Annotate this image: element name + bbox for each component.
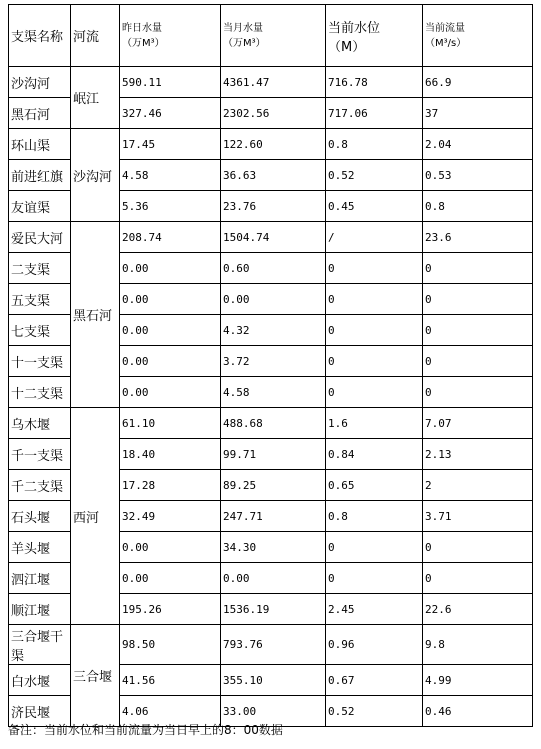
yesterday-volume: 0.00	[120, 563, 221, 594]
branch-name: 爱民大河	[9, 222, 71, 253]
current-level: 0	[326, 284, 423, 315]
current-level: 0.52	[326, 160, 423, 191]
month-volume: 355.10	[221, 665, 326, 696]
yesterday-volume: 18.40	[120, 439, 221, 470]
month-volume: 0.00	[221, 284, 326, 315]
yesterday-volume: 98.50	[120, 625, 221, 665]
header-month-volume	[221, 5, 326, 67]
current-level: 717.06	[326, 98, 423, 129]
yesterday-volume: 0.00	[120, 315, 221, 346]
month-volume: 0.00	[221, 563, 326, 594]
branch-name: 羊头堰	[9, 532, 71, 563]
month-volume: 793.76	[221, 625, 326, 665]
branch-name: 千一支渠	[9, 439, 71, 470]
header-level-label: 当前水位	[328, 20, 381, 36]
river-group-xihe: 西河	[71, 408, 120, 625]
branch-name: 友谊渠	[9, 191, 71, 222]
month-volume: 4.32	[221, 315, 326, 346]
river-group-sanheyan: 三合堰	[71, 625, 120, 727]
header-month-label: 当月水量	[223, 22, 263, 34]
table-row	[9, 222, 533, 253]
month-volume: 1504.74	[221, 222, 326, 253]
branch-name: 十一支渠	[9, 346, 71, 377]
yesterday-volume: 17.28	[120, 470, 221, 501]
current-flow: 9.8	[423, 625, 533, 665]
current-flow: 2	[423, 470, 533, 501]
current-flow: 23.6	[423, 222, 533, 253]
header-branch-name: 支渠名称	[9, 5, 71, 67]
month-volume: 89.25	[221, 470, 326, 501]
yesterday-volume: 0.00	[120, 532, 221, 563]
header-yesterday-volume	[120, 5, 221, 67]
yesterday-volume: 0.00	[120, 253, 221, 284]
header-yesterday-unit: （万M³）	[122, 37, 165, 49]
yesterday-volume: 32.49	[120, 501, 221, 532]
yesterday-volume: 0.00	[120, 377, 221, 408]
yesterday-volume: 327.46	[120, 98, 221, 129]
current-level: 0.52	[326, 696, 423, 727]
yesterday-volume: 590.11	[120, 67, 221, 98]
month-volume: 36.63	[221, 160, 326, 191]
table-header-row	[9, 5, 533, 67]
current-flow: 2.04	[423, 129, 533, 160]
current-flow: 0	[423, 284, 533, 315]
river-group-heishihe: 黑石河	[71, 222, 120, 408]
month-volume: 33.00	[221, 696, 326, 727]
header-flow-label: 当前流量	[425, 22, 465, 34]
river-group-shagouhe: 沙沟河	[71, 129, 120, 222]
current-level: 0	[326, 532, 423, 563]
current-flow: 37	[423, 98, 533, 129]
footnote: 备注：当前水位和当前流量为当日早上的8：00数据	[8, 723, 283, 737]
month-volume: 247.71	[221, 501, 326, 532]
header-month-unit: （万M³）	[223, 37, 266, 49]
month-volume: 0.60	[221, 253, 326, 284]
yesterday-volume: 4.58	[120, 160, 221, 191]
current-level: 0.45	[326, 191, 423, 222]
yesterday-volume: 17.45	[120, 129, 221, 160]
yesterday-volume: 195.26	[120, 594, 221, 625]
month-volume: 3.72	[221, 346, 326, 377]
branch-name: 黑石河	[9, 98, 71, 129]
current-flow: 0.8	[423, 191, 533, 222]
branch-name: 千二支渠	[9, 470, 71, 501]
current-flow: 0.46	[423, 696, 533, 727]
branch-name: 环山渠	[9, 129, 71, 160]
branch-name: 白水堰	[9, 665, 71, 696]
river-group-minjiang: 岷江	[71, 67, 120, 129]
month-volume: 1536.19	[221, 594, 326, 625]
month-volume: 4361.47	[221, 67, 326, 98]
branch-name: 前进红旗	[9, 160, 71, 191]
month-volume: 488.68	[221, 408, 326, 439]
current-flow: 0	[423, 346, 533, 377]
yesterday-volume: 4.06	[120, 696, 221, 727]
current-level: 0.8	[326, 501, 423, 532]
current-flow: 66.9	[423, 67, 533, 98]
current-flow: 7.07	[423, 408, 533, 439]
yesterday-volume: 5.36	[120, 191, 221, 222]
current-level: 2.45	[326, 594, 423, 625]
current-level: 0.96	[326, 625, 423, 665]
current-level: 0.67	[326, 665, 423, 696]
branch-name: 十二支渠	[9, 377, 71, 408]
current-flow: 0	[423, 315, 533, 346]
branch-name: 泗江堰	[9, 563, 71, 594]
current-flow: 0	[423, 253, 533, 284]
month-volume: 2302.56	[221, 98, 326, 129]
current-level: 0	[326, 253, 423, 284]
current-flow: 0	[423, 377, 533, 408]
current-flow: 0	[423, 532, 533, 563]
current-level: 0	[326, 346, 423, 377]
current-level: 0	[326, 563, 423, 594]
current-level: 0	[326, 315, 423, 346]
header-river: 河流	[71, 5, 120, 67]
table-row	[9, 129, 533, 160]
branch-name: 七支渠	[9, 315, 71, 346]
current-flow: 0	[423, 563, 533, 594]
header-current-flow	[423, 5, 533, 67]
branch-name: 五支渠	[9, 284, 71, 315]
branch-name: 乌木堰	[9, 408, 71, 439]
current-level: 1.6	[326, 408, 423, 439]
water-data-table	[8, 4, 533, 727]
branch-name: 沙沟河	[9, 67, 71, 98]
current-level: 0.65	[326, 470, 423, 501]
table-row	[9, 67, 533, 98]
current-level: /	[326, 222, 423, 253]
yesterday-volume: 61.10	[120, 408, 221, 439]
current-flow: 4.99	[423, 665, 533, 696]
month-volume: 34.30	[221, 532, 326, 563]
table-row	[9, 408, 533, 439]
current-level: 0	[326, 377, 423, 408]
current-level: 0.84	[326, 439, 423, 470]
header-current-level	[326, 5, 423, 67]
month-volume: 23.76	[221, 191, 326, 222]
current-flow: 3.71	[423, 501, 533, 532]
branch-name: 二支渠	[9, 253, 71, 284]
yesterday-volume: 41.56	[120, 665, 221, 696]
header-level-unit: （M）	[328, 39, 366, 55]
current-level: 716.78	[326, 67, 423, 98]
branch-name: 济民堰	[9, 696, 71, 727]
header-yesterday-label: 昨日水量	[122, 22, 162, 34]
month-volume: 122.60	[221, 129, 326, 160]
branch-name: 顺江堰	[9, 594, 71, 625]
yesterday-volume: 0.00	[120, 346, 221, 377]
month-volume: 4.58	[221, 377, 326, 408]
header-flow-unit: （M³/s）	[425, 37, 467, 49]
yesterday-volume: 208.74	[120, 222, 221, 253]
current-flow: 0.53	[423, 160, 533, 191]
branch-name: 石头堰	[9, 501, 71, 532]
table-row	[9, 625, 533, 665]
yesterday-volume: 0.00	[120, 284, 221, 315]
month-volume: 99.71	[221, 439, 326, 470]
branch-name: 三合堰干渠	[9, 625, 71, 665]
current-flow: 22.6	[423, 594, 533, 625]
current-level: 0.8	[326, 129, 423, 160]
current-flow: 2.13	[423, 439, 533, 470]
